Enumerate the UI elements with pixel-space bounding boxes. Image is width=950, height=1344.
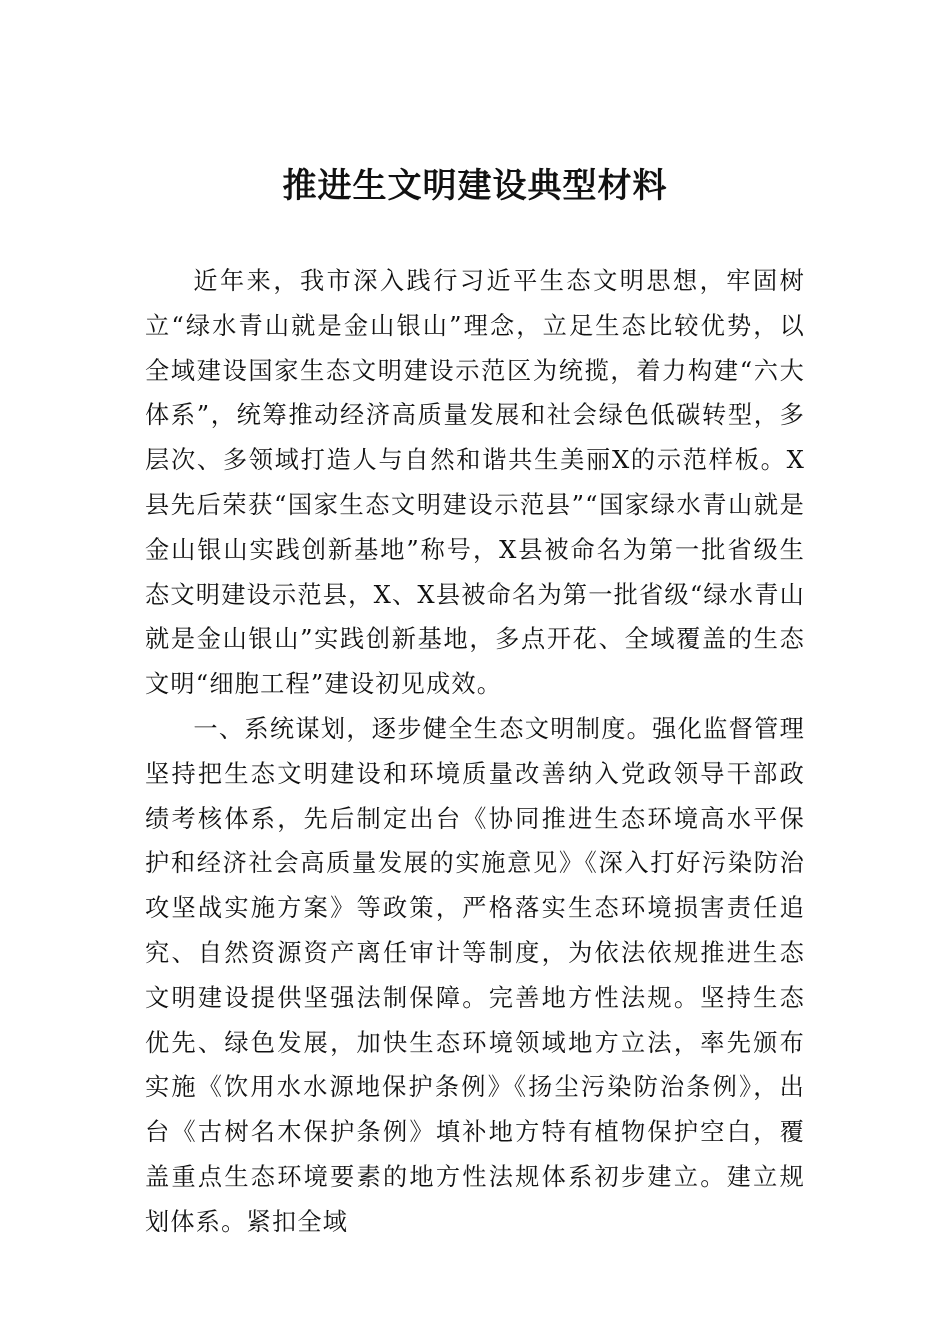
document-title: 推进生文明建设典型材料	[282, 166, 668, 206]
document-body	[145, 259, 805, 1245]
paragraph-section-one: 一、系统谋划，逐步健全生态文明制度。强化监督管理坚持把生态文明建设和环境质量改善纳入党政领导干部政绩考核体系，先后制定出台《协同推进生态环境高水平保护和经济社会高质量发展的实施意见》《深入打好污染防治攻坚战实施方案》等政策，严格落实生态环境损害责任追究、自然资源资产离任审计等制度，为依法依规推进生态文明建设提供坚强法制保障。完善地方性法规。坚持生态优先、绿色发展，加快生态环境领域地方立法，率先颁布实施《饮用水水源地保护条例》《扬尘污染防治条例》，出台《古树名木保护条例》填补地方特有植物保护空白，覆盖重点生态环境要素的地方性法规体系初步建立。建立规划体系。紧扣全域	[145, 714, 805, 1236]
paragraph-intro: 近年来，我市深入践行习近平生态文明思想，牢固树立“绿水青山就是金山银山”理念，立足生态比较优势，以全域建设国家生态文明建设示范区为统揽，着力构建“六大体系”，统筹推动经济高质量发展和社会绿色低碳转型，多层次、多领域打造人与自然和谐共生美丽X的示范样板。X县先后荣获“国家生态文明建设示范县”“国家绿水青山就是金山银山实践创新基地”称号，X县被命名为第一批省级生态文明建设示范县，X、X县被命名为第一批省级“绿水青山就是金山银山”实践创新基地，多点开花、全域覆盖的生态文明“细胞工程”建设初见成效。	[145, 267, 805, 699]
